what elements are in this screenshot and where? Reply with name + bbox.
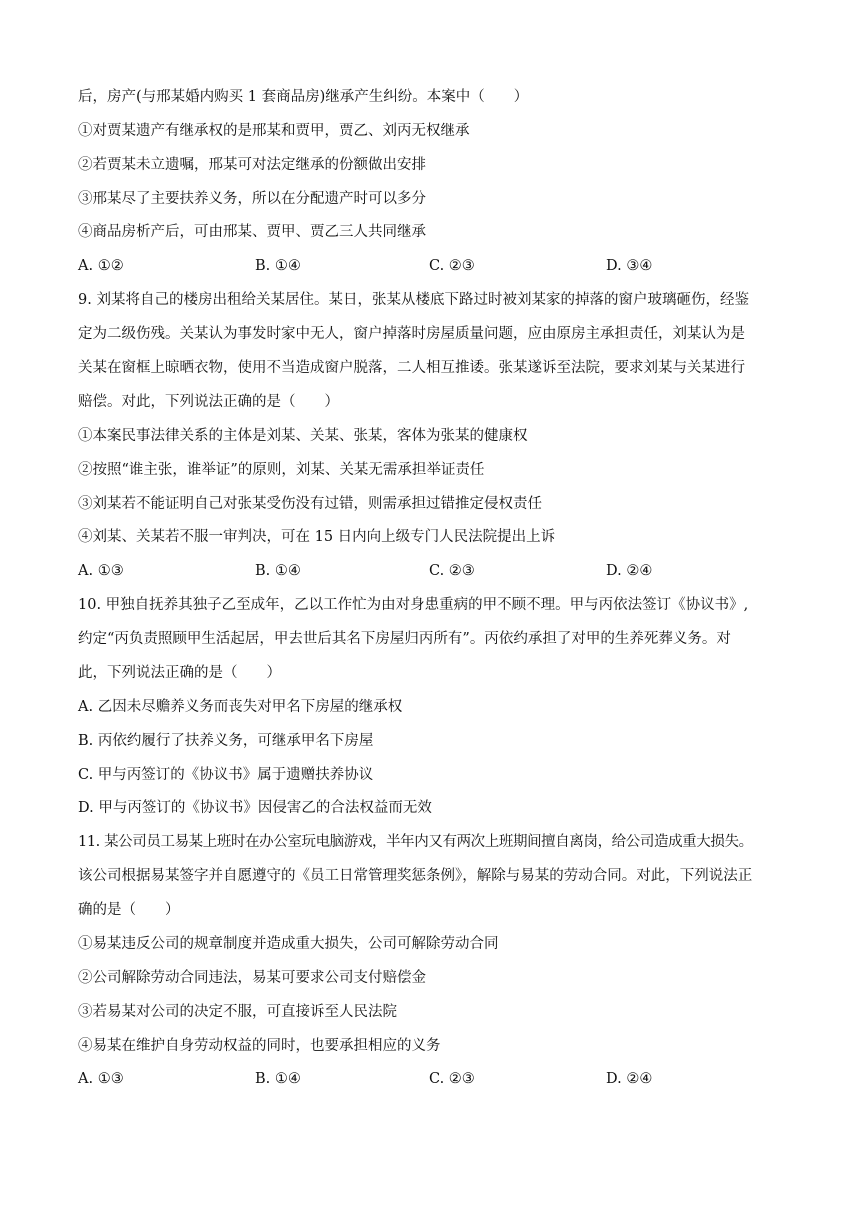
q9-stem-line-2: 定为二级伤残。关某认为事发时家中无人，窗户掉落时房屋质量问题，应由原房主承担责任，刘某认为是 [78,326,745,342]
q9-stem-line-4: 赔偿。对此，下列说法正确的是（ ） [78,394,339,410]
q8-stem-tail: 后，房产(与邢某婚内购买 1 套商品房)继承产生纠纷。本案中（ ） [78,89,529,105]
q11-option-a: A. ①③ [78,1071,124,1087]
q9-stem-line-1: 9. 刘某将自己的楼房出租给关某居住。某日，张某从楼底下路过时被刘某家的掉落的窗户玻璃砸伤，经鉴 [78,292,749,308]
q11-option-d: D. ②④ [606,1071,653,1087]
q10-stem-line-3: 此，下列说法正确的是（ ） [78,665,281,681]
q8-option-b: B. ①④ [255,258,301,274]
q10-option-a: A. 乙因未尽赡养义务而丧失对甲名下房屋的继承权 [78,699,403,715]
q9-statement-4: ④刘某、关某若不服一审判决，可在 15 日内向上级专门人民法院提出上诉 [78,529,556,545]
q9-option-d: D. ②④ [606,563,653,579]
q11-statement-1: ①易某违反公司的规章制度并造成重大损失，公司可解除劳动合同 [78,936,499,952]
q10-option-c: C. 甲与丙签订的《协议书》属于遗赠扶养协议 [78,767,374,783]
q9-option-b: B. ①④ [255,563,301,579]
q9-stem-line-3: 关某在窗框上晾晒衣物，使用不当造成窗户脱落，二人相互推诿。张某遂诉至法院，要求刘某与关某进行 [78,360,745,376]
q11-statement-3: ③若易某对公司的决定不服，可直接诉至人民法院 [78,1004,397,1020]
q9-statement-1: ①本案民事法律关系的主体是刘某、关某、张某，客体为张某的健康权 [78,428,528,444]
q9-option-c: C. ②③ [429,563,475,579]
q9-options [78,561,798,581]
q10-option-d: D. 甲与丙签订的《协议书》因侵害乙的合法权益而无效 [78,800,432,816]
q8-statement-2: ②若贾某未立遗嘱，邢某可对法定继承的份额做出安排 [78,157,426,173]
q11-stem-line-3: 确的是（ ） [78,902,180,918]
q11-stem-line-2: 该公司根据易某签字并自愿遵守的《员工日常管理奖惩条例》，解除与易某的劳动合同。对此，下列说法正 [78,868,753,884]
q9-statement-2: ②按照“谁主张，谁举证”的原则，刘某、关某无需承担举证责任 [78,462,485,478]
q10-stem-line-1: 10. 甲独自抚养其独子乙至成年，乙以工作忙为由对身患重病的甲不顾不理。甲与丙依法签订《协议书》, [78,597,749,613]
q11-statement-4: ④易某在维护自身劳动权益的同时，也要承担相应的义务 [78,1038,441,1054]
q11-stem-line-1: 11. 某公司员工易某上班时在办公室玩电脑游戏，半年内又有两次上班期间擅自离岗，给公司造成重大损失。 [78,834,753,850]
q9-statement-3: ③刘某若不能证明自己对张某受伤没有过错，则需承担过错推定侵权责任 [78,496,542,512]
q11-option-c: C. ②③ [429,1071,475,1087]
q9-option-a: A. ①③ [78,563,124,579]
q10-stem-line-2: 约定“丙负责照顾甲生活起居，甲去世后其名下房屋归丙所有”。丙依约承担了对甲的生养死葬义务。对 [78,631,731,647]
q8-option-c: C. ②③ [429,258,475,274]
q8-option-d: D. ③④ [606,258,653,274]
q8-options [78,256,798,276]
q8-statement-4: ④商品房析产后，可由邢某、贾甲、贾乙三人共同继承 [78,224,426,240]
q8-statement-3: ③邢某尽了主要扶养义务，所以在分配遗产时可以多分 [78,191,426,207]
q11-option-b: B. ①④ [255,1071,301,1087]
q8-option-a: A. ①② [78,258,124,274]
q11-options [78,1069,798,1089]
q8-statement-1: ①对贾某遗产有继承权的是邢某和贾甲，贾乙、刘丙无权继承 [78,123,470,139]
q10-option-b: B. 丙依约履行了扶养义务，可继承甲名下房屋 [78,733,374,749]
q11-statement-2: ②公司解除劳动合同违法，易某可要求公司支付赔偿金 [78,970,426,986]
